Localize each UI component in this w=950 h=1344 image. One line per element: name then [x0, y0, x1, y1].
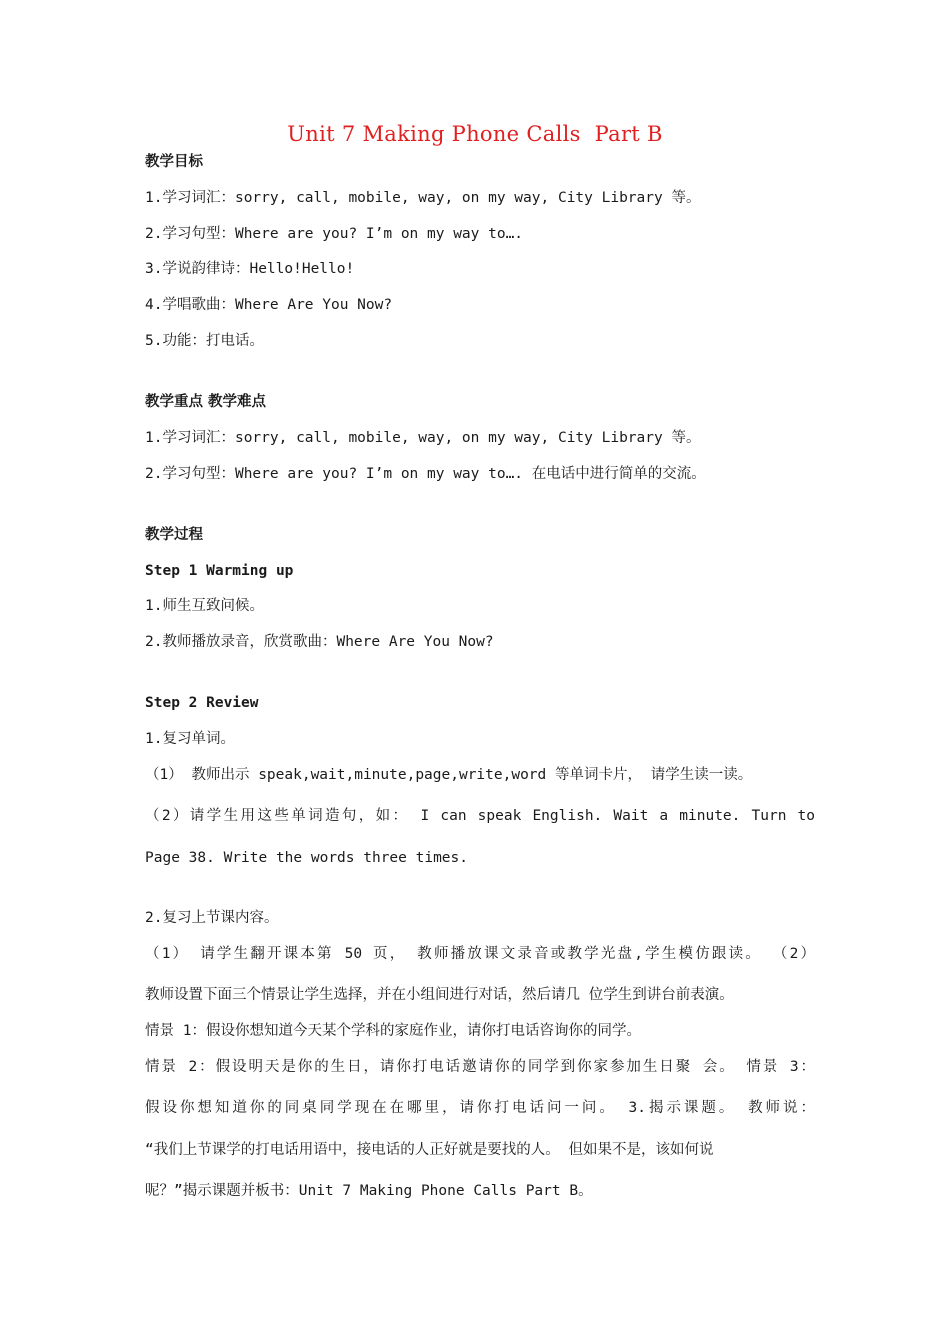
key-point-item: 2.学习句型：Where are you? I’m on my way to…. 在电话中进行简单的交流。: [145, 466, 706, 482]
document-title: Unit 7 Making Phone Calls Part B: [287, 122, 663, 146]
step2-heading: Step 2 Review: [145, 695, 259, 711]
paragraph-line: 假设你想知道你的同桌同学现在在哪里，请你打电话问一问。 3.揭示课题。 教师说：: [145, 1100, 815, 1116]
step1-heading: Step 1 Warming up: [145, 563, 294, 579]
objective-item: 4.学唱歌曲：Where Are You Now?: [145, 297, 393, 313]
key-point-item: 1.学习词汇：sorry, call, mobile, way, on my way, City Library 等。: [145, 430, 701, 446]
objective-item: 2.学习句型：Where are you? I’m on my way to….: [145, 226, 524, 242]
objectives-heading: 教学目标: [145, 154, 203, 170]
paragraph-line: 教师设置下面三个情景让学生选择，并在小组间进行对话，然后请几 位学生到讲台前表演。: [145, 987, 734, 1003]
objective-item: 5.功能：打电话。: [145, 333, 264, 349]
paragraph-line: 呢？”揭示课题并板书：Unit 7 Making Phone Calls Part B。: [145, 1183, 593, 1199]
key-points-heading: 教学重点 教学难点: [145, 394, 267, 410]
step1-item: 2.教师播放录音，欣赏歌曲：Where Are You Now?: [145, 634, 494, 650]
step2-subitem-continued: Page 38. Write the words three times.: [145, 850, 469, 866]
step2-subitem: （1） 教师出示 speak,wait,minute,page,write,word 等单词卡片， 请学生读一读。: [145, 767, 753, 783]
step1-item: 1.师生互致问候。: [145, 598, 264, 614]
step2-subitem: （2）请学生用这些单词造句，如： I can speak English. Wait a minute. Turn to: [145, 808, 815, 824]
objective-item: 3.学说韵律诗：Hello!Hello!: [145, 261, 355, 277]
paragraph-line: 情景 2：假设明天是你的生日，请你打电话邀请你的同学到你家参加生日聚 会。 情景 3：: [145, 1059, 815, 1075]
step2-item: 1.复习单词。: [145, 731, 235, 747]
paragraph-line: “我们上节课学的打电话用语中，接电话的人正好就是要找的人。 但如果不是，该如何说: [145, 1142, 714, 1158]
objective-item: 1.学习词汇：sorry, call, mobile, way, on my way, City Library 等。: [145, 190, 701, 206]
step2-item: 2.复习上节课内容。: [145, 910, 279, 926]
process-heading: 教学过程: [145, 527, 203, 543]
paragraph-line: 情景 1：假设你想知道今天某个学科的家庭作业，请你打电话咨询你的同学。: [145, 1023, 641, 1039]
paragraph-line: （1） 请学生翻开课本第 50 页， 教师播放课文录音或教学光盘,学生模仿跟读。 （2）: [145, 946, 815, 962]
